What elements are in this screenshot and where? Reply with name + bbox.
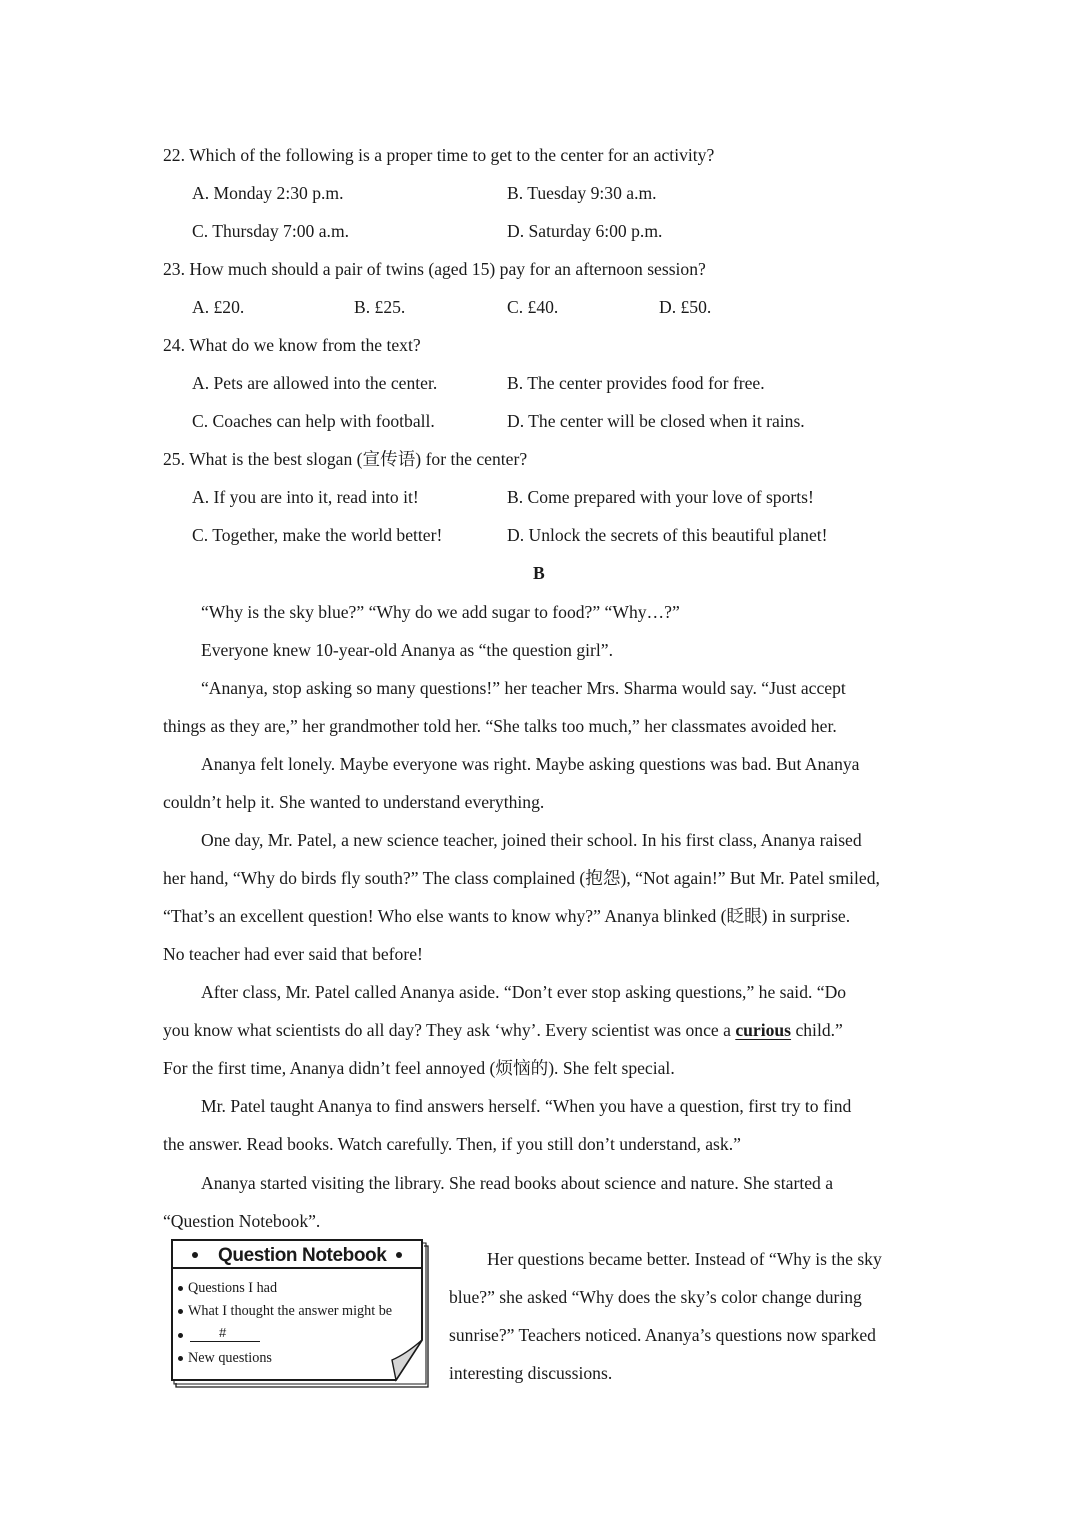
bullet-icon [178,1333,183,1338]
passage-text: you know what scientists do all day? They ask ‘why’. Every scientist was once a [163,1020,736,1040]
section-heading: B [533,563,545,583]
passage-line: Mr. Patel taught Ananya to find answers herself. “When you have a question, first try to find [201,1096,852,1116]
passage-line: No teacher had ever said that before! [163,944,423,964]
passage-line: blue?” she asked “Why does the sky’s color change during [449,1287,862,1307]
title-bullet-right-icon [396,1252,402,1258]
question-23-option-c: C. £40. [507,297,559,317]
passage-line: things as they are,” her grandmother told her. “She talks too much,” her classmates avoided her. [163,716,837,736]
title-bullet-left-icon [192,1252,198,1258]
passage-line [163,1022,843,1040]
passage-line: After class, Mr. Patel called Ananya aside. “Don’t ever stop asking questions,” he said. “Do [201,982,847,1002]
passage-text: child.” [791,1020,843,1040]
question-22-option-b: B. Tuesday 9:30 a.m. [507,183,657,203]
passage-line: couldn’t help it. She wanted to understand everything. [163,792,545,812]
question-24-stem: 24. What do we know from the text? [163,335,421,355]
notebook-blank-marker: # [219,1325,227,1340]
passage-line: One day, Mr. Patel, a new science teacher, joined their school. In his first class, Ananya raised [201,830,862,850]
question-23-option-d: D. £50. [659,297,712,317]
question-23-stem: 23. How much should a pair of twins (aged 15) pay for an afternoon session? [163,259,706,279]
question-22-option-d: D. Saturday 6:00 p.m. [507,221,663,241]
question-25-option-c: C. Together, make the world better! [192,525,443,545]
passage-line: Ananya started visiting the library. She read books about science and nature. She started a [201,1173,834,1193]
question-24-option-b: B. The center provides food for free. [507,373,765,393]
passage-line: Her questions became better. Instead of “Why is the sky [487,1249,882,1269]
passage-line: Ananya felt lonely. Maybe everyone was right. Maybe asking questions was bad. But Ananya [201,754,860,774]
passage-line: interesting discussions. [449,1363,613,1383]
question-24-option-d: D. The center will be closed when it rains. [507,411,805,431]
passage-line: For the first time, Ananya didn’t feel annoyed (烦恼的). She felt special. [163,1058,675,1078]
passage-line: Everyone knew 10-year-old Ananya as “the question girl”. [201,640,613,660]
notebook-item-questions-i-had: Questions I had [188,1280,278,1296]
question-25-option-a: A. If you are into it, read into it! [192,487,419,507]
notebook-item-answer-might-be: What I thought the answer might be [188,1303,393,1319]
question-22-option-a: A. Monday 2:30 p.m. [192,183,344,203]
question-22-option-c: C. Thursday 7:00 a.m. [192,221,350,241]
passage-line: sunrise?” Teachers noticed. Ananya’s questions now sparked [449,1325,876,1345]
question-notebook-illustration [170,1238,432,1390]
question-24-option-a: A. Pets are allowed into the center. [192,373,438,393]
passage-line: “Ananya, stop asking so many questions!” her teacher Mrs. Sharma would say. “Just accept [201,678,846,698]
passage-line: her hand, “Why do birds fly south?” The class complained (抱怨), “Not again!” But Mr. Patel smiled, [163,868,880,888]
notebook-item-new-questions: New questions [188,1350,272,1366]
passage-line: “Question Notebook”. [163,1211,321,1231]
question-25-stem: 25. What is the best slogan (宣传语) for the center? [163,449,528,469]
question-25-option-d: D. Unlock the secrets of this beautiful planet! [507,525,828,545]
bullet-icon [178,1309,183,1314]
notebook-title: Question Notebook [218,1245,387,1266]
passage-line: the answer. Read books. Watch carefully. Then, if you still don’t understand, ask.” [163,1134,741,1154]
question-25-option-b: B. Come prepared with your love of sports! [507,487,814,507]
passage-line: “Why is the sky blue?” “Why do we add sugar to food?” “Why…?” [201,602,680,622]
question-23-option-b: B. £25. [354,297,406,317]
bullet-icon [178,1286,183,1291]
bullet-icon [178,1356,183,1361]
question-23-option-a: A. £20. [192,297,245,317]
question-22-stem: 22. Which of the following is a proper time to get to the center for an activity? [163,145,715,165]
passage-line: “That’s an excellent question! Who else wants to know why?” Ananya blinked (眨眼) in surprise. [163,906,851,926]
curious-highlighted-word: curious [735,1020,792,1040]
question-24-option-c: C. Coaches can help with football. [192,411,435,431]
